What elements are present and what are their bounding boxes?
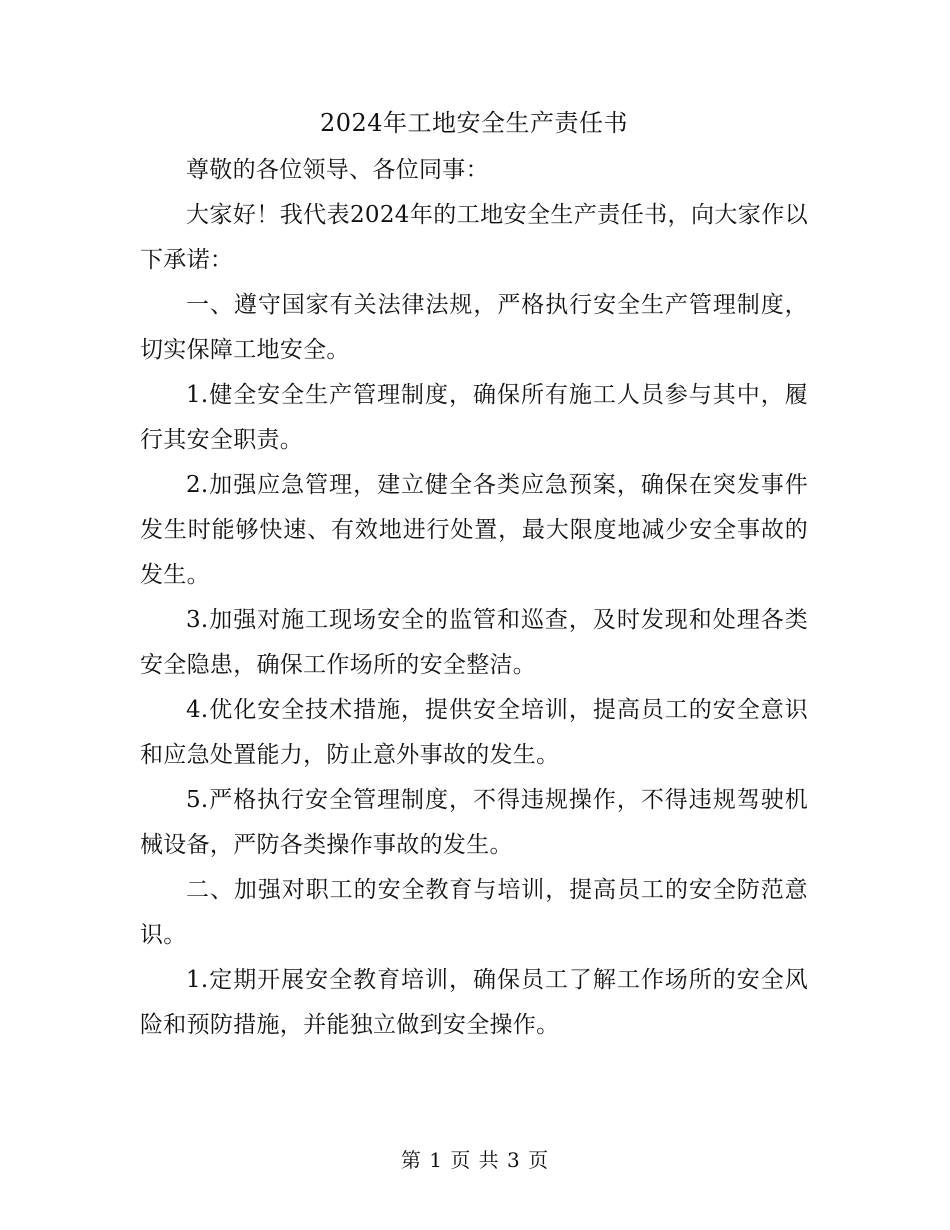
salutation: 尊敬的各位领导、各位同事： bbox=[186, 157, 489, 183]
paragraph-item-1-3: 3.加强对施工现场安全的监管和巡查，及时发现和处理各类安全隐患，确保工作场所的安全整洁。 bbox=[140, 607, 808, 678]
paragraph-item-2-1: 1.定期开展安全教育培训，确保员工了解工作场所的安全风险和预防措施，并能独立做到安全操作。 bbox=[140, 967, 808, 1038]
document-body bbox=[140, 98, 808, 1048]
paragraph-item-1-4: 4.优化安全技术措施，提供安全培训，提高员工的安全意识和应急处置能力，防止意外事故的发生。 bbox=[140, 697, 808, 768]
paragraph-intro: 大家好！我代表2024年的工地安全生产责任书，向大家作以下承诺： bbox=[140, 202, 808, 273]
paragraph-item-1-5: 5.严格执行安全管理制度，不得违规操作，不得违规驾驶机械设备，严防各类操作事故的发生。 bbox=[140, 787, 808, 858]
paragraph-item-1-2: 2.加强应急管理，建立健全各类应急预案，确保在突发事件发生时能够快速、有效地进行处置，最大限度地减少安全事故的发生。 bbox=[140, 472, 808, 588]
paragraph-section-2: 二、加强对职工的安全教育与培训，提高员工的安全防范意识。 bbox=[140, 877, 808, 948]
document-title: 2024年工地安全生产责任书 bbox=[319, 109, 629, 137]
paragraph-item-1-1: 1.健全安全生产管理制度，确保所有施工人员参与其中，履行其安全职责。 bbox=[140, 382, 808, 453]
page-footer: 第 1 页 共 3 页 bbox=[400, 1148, 550, 1172]
paragraph-section-1: 一、遵守国家有关法律法规，严格执行安全生产管理制度，切实保障工地安全。 bbox=[140, 292, 808, 363]
